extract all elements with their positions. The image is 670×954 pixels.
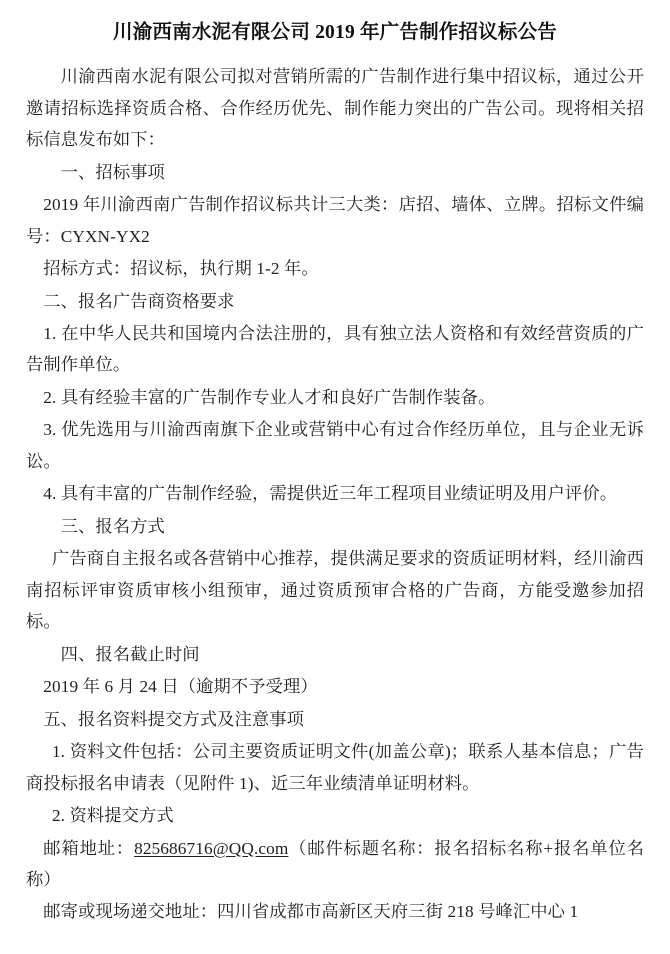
paragraph-section-1-body-2: 招标方式：招议标，执行期 1-2 年。 [43, 259, 319, 279]
heading-section-2: 二、报名广告商资格要求 [43, 291, 235, 311]
paragraph-section-2-item-2: 2. 具有经验丰富的广告制作专业人才和良好广告制作装备。 [43, 387, 496, 407]
page-title: 川渝西南水泥有限公司 2019 年广告制作招议标公告 [113, 22, 557, 43]
heading-section-5: 五、报名资料提交方式及注意事项 [43, 709, 305, 729]
email-note: （邮件标题名称：报名招标名称+报名单位名称） [26, 838, 644, 889]
paragraph-section-1-body-1: 2019 年川渝西南广告制作招议标共计三大类：店招、墙体、立牌。招标文件编号：CYXN-YX2 [26, 195, 644, 246]
email-label: 邮箱地址： [43, 838, 135, 858]
address-line: 邮寄或现场递交地址：四川省成都市高新区天府三街 218 号峰汇中心 1 [43, 902, 579, 922]
paragraph-intro: 川渝西南水泥有限公司拟对营销所需的广告制作进行集中招议标，通过公开邀请招标选择资质合格、合作经历优先、制作能力突出的广告公司。现将相关招标信息发布如下： [26, 67, 644, 150]
paragraph-section-5-item-1: 1. 资料文件包括：公司主要资质证明文件(加盖公章)；联系人基本信息；广告商投标报名申请表（见附件 1)、近三年业绩清单证明材料。 [26, 742, 644, 793]
paragraph-section-2-item-1: 1. 在中华人民共和国境内合法注册的，具有独立法人资格和有效经营资质的广告制作单位。 [26, 324, 644, 375]
heading-section-4: 四、报名截止时间 [60, 644, 200, 664]
paragraph-section-2-item-4: 4. 具有丰富的广告制作经验，需提供近三年工程项目业绩证明及用户评价。 [43, 484, 618, 504]
paragraph-section-5-item-2: 2. 资料提交方式 [51, 806, 174, 826]
heading-section-1: 一、招标事项 [60, 162, 165, 182]
heading-section-3: 三、报名方式 [60, 516, 165, 536]
email-line [26, 833, 644, 896]
paragraph-section-3-body: 广告商自主报名或各营销中心推荐，提供满足要求的资质证明材料，经川渝西南招标评审资质审核小组预审，通过资质预审合格的广告商，方能受邀参加招标。 [26, 549, 644, 632]
paragraph-section-4-body: 2019 年 6 月 24 日（逾期不予受理） [43, 677, 318, 697]
paragraph-section-2-item-3: 3. 优先选用与川渝西南旗下企业或营销中心有过合作经历单位，且与企业无诉讼。 [26, 420, 644, 471]
email-address[interactable]: 825686716@QQ.com [134, 838, 289, 858]
